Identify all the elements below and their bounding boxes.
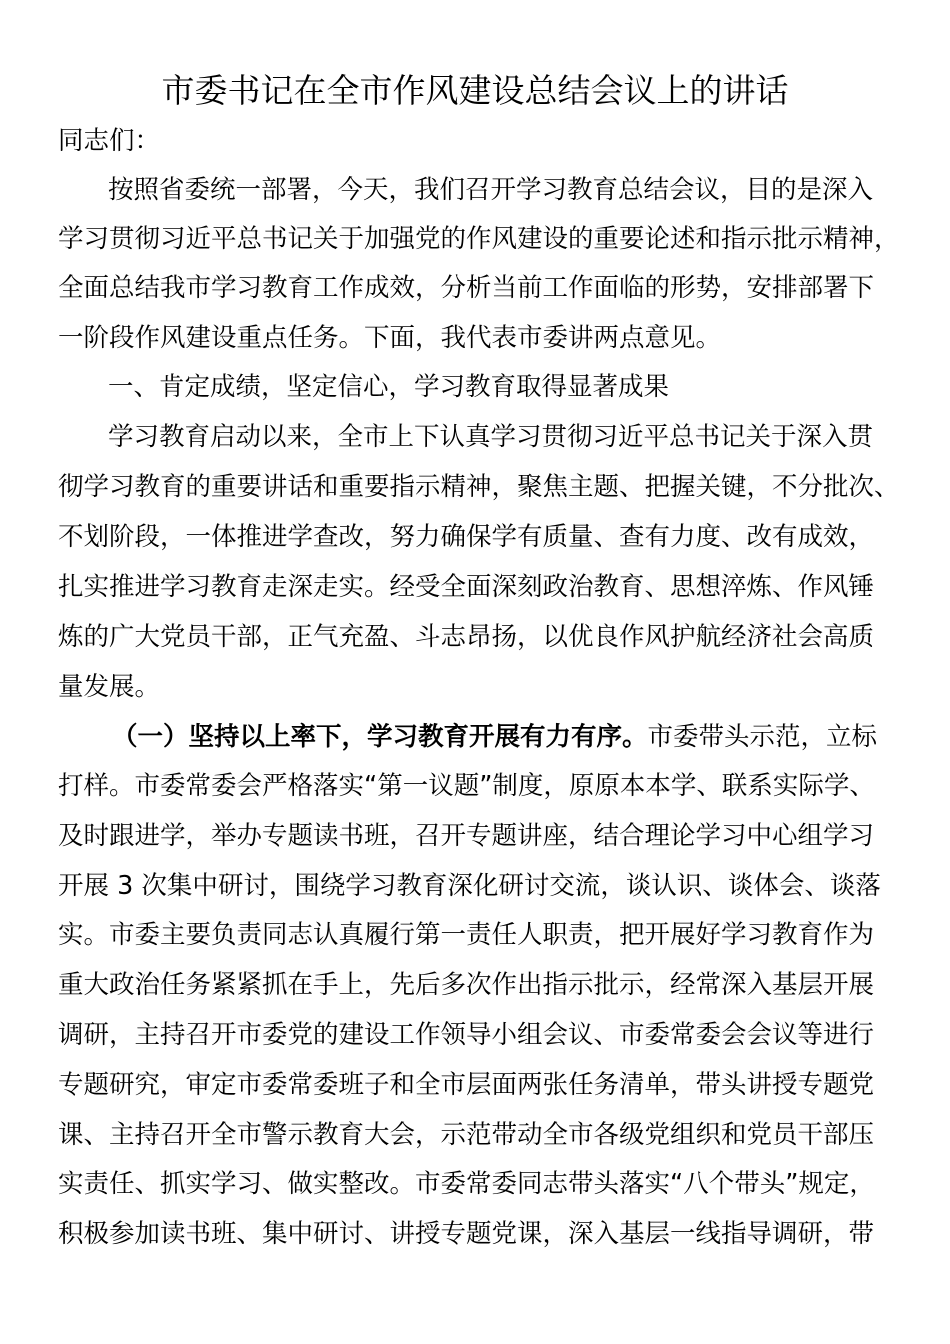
text-line: 课、主持召开全市警示教育大会，示范带动全市各级党组织和党员干部压 [58, 1120, 875, 1150]
subsection-heading: （一）坚持以上率下，学习教育开展有力有序。 [112, 722, 648, 752]
text-line: 开展 3 次集中研讨，围绕学习教育深化研讨交流，谈认识、谈体会、谈落 [58, 871, 881, 901]
text-line: 实责任、抓实学习、做实整改。市委常委同志带头落实“八个带头”规定， [58, 1169, 875, 1199]
text-line: 彻学习教育的重要讲话和重要指示精神，聚焦主题、把握关键，不分批次、 [58, 472, 900, 502]
text-run: 市委带头示范，立标 [647, 722, 878, 752]
text-line: 全面总结我市学习教育工作成效，分析当前工作面临的形势，安排部署下 [58, 273, 875, 303]
text-line: 调研，主持召开市委党的建设工作领导小组会议、市委常委会会议等进行 [58, 1020, 875, 1050]
text-line: 打样。市委常委会严格落实“第一议题”制度，原原本本学、联系实际学、 [58, 771, 875, 801]
text-line: 炼的广大党员干部，正气充盈、斗志昂扬，以优良作风护航经济社会高质 [58, 622, 875, 652]
text-line: 一阶段作风建设重点任务。下面，我代表市委讲两点意见。 [58, 323, 722, 353]
text-line: 按照省委统一部署，今天，我们召开学习教育总结会议，目的是深入 [108, 175, 874, 205]
subsection-line [112, 719, 950, 755]
text-line: 学习教育启动以来，全市上下认真学习贯彻习近平总书记关于深入贯 [108, 422, 874, 452]
text-line: 扎实推进学习教育走深走实。经受全面深刻政治教育、思想淬炼、作风锤 [58, 572, 875, 602]
text-line: 专题研究，审定市委常委班子和全市层面两张任务清单，带头讲授专题党 [58, 1070, 875, 1100]
text-line: 量发展。 [58, 672, 161, 702]
text-line: 重大政治任务紧紧抓在手上，先后多次作出指示批示，经常深入基层开展 [58, 970, 875, 1000]
salutation: 同志们： [58, 126, 161, 156]
text-line: 实。市委主要负责同志认真履行第一责任人职责，把开展好学习教育作为 [58, 920, 875, 950]
text-line: 及时跟进学，举办专题读书班，召开专题讲座，结合理论学习中心组学习 [58, 821, 875, 851]
document-title: 市委书记在全市作风建设总结会议上的讲话 [161, 71, 789, 110]
text-line: 积极参加读书班、集中研讨、讲授专题党课，深入基层一线指导调研，带 [58, 1219, 875, 1249]
text-line: 学习贯彻习近平总书记关于加强党的作风建设的重要论述和指示批示精神， [58, 224, 900, 254]
text-line: 不划阶段，一体推进学查改，努力确保学有质量、查有力度、改有成效， [58, 522, 875, 552]
section-heading: 一、肯定成绩，坚定信心，学习教育取得显著成果 [108, 372, 670, 402]
